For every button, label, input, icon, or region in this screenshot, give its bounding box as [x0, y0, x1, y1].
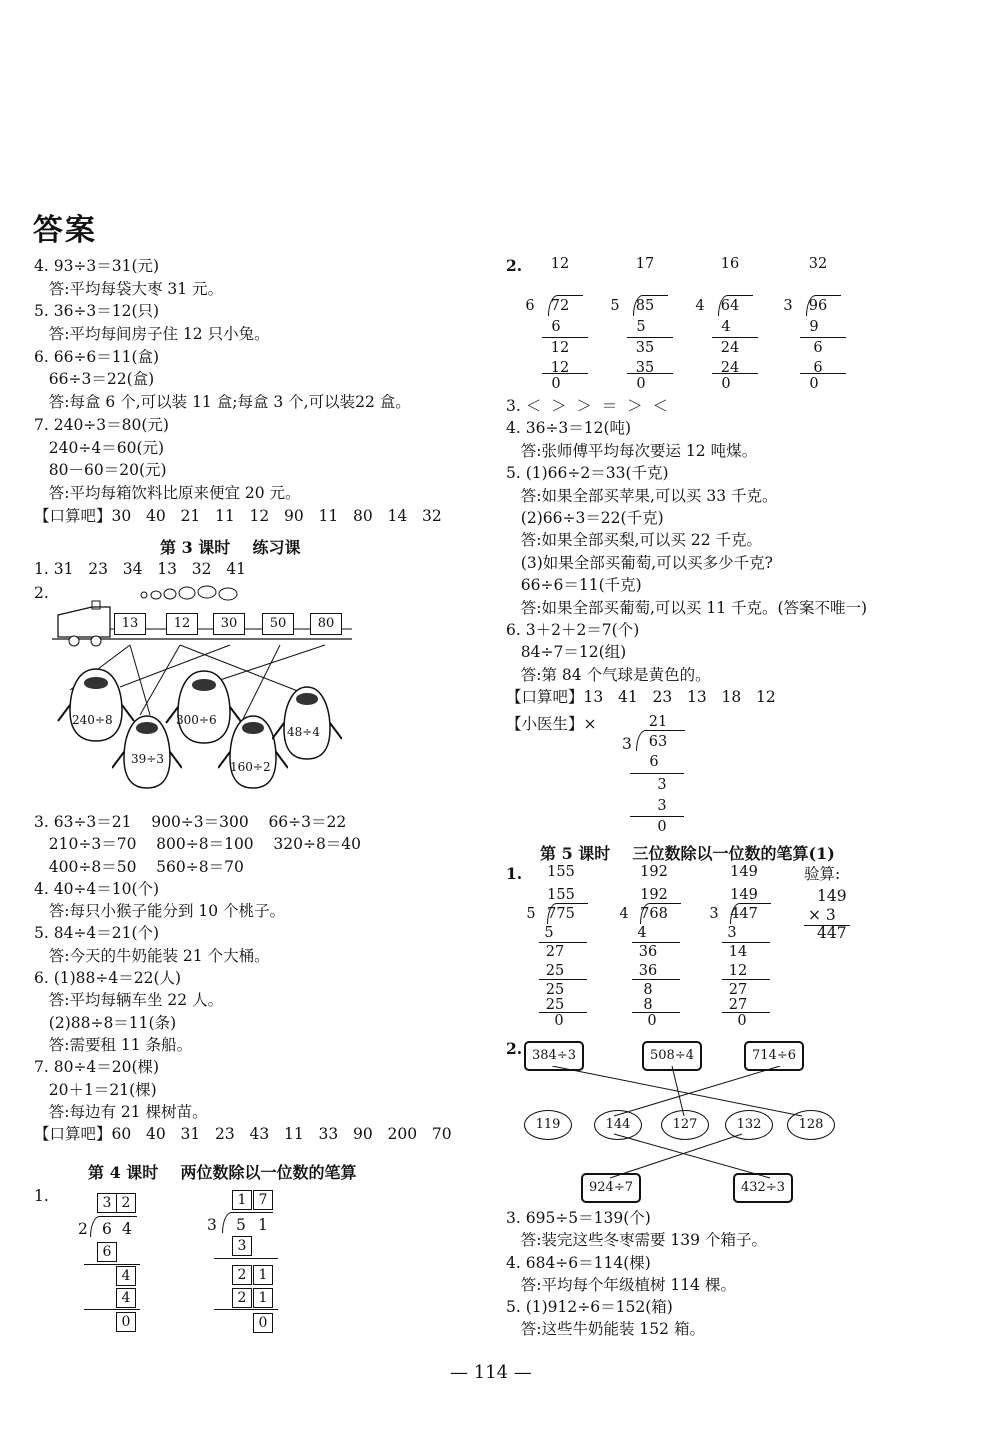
answer-line: (2)66÷3＝22(千克) — [506, 508, 664, 527]
step-value: 8 — [643, 997, 653, 1013]
quotient-digit-box: 7 — [253, 1190, 273, 1210]
answer-line: 答:如果全部买葡萄,可以买 11 千克。(答案不唯一) — [506, 598, 868, 617]
digit-box: 2 — [232, 1288, 252, 1308]
answer-line: 答:张师傅平均每次要运 12 吨煤。 — [506, 441, 758, 460]
lesson3-title: 第 3 课时 练习课 — [160, 538, 301, 557]
division-bracket — [806, 295, 841, 316]
division-line — [632, 942, 680, 943]
division-line — [800, 337, 846, 338]
dividend: 775 — [547, 906, 575, 922]
answer-line: 4. 93÷3＝31(元) — [34, 257, 160, 275]
lesson5-q1-label: 1. — [506, 864, 523, 883]
dividend-digit: 4 — [122, 1220, 132, 1238]
division-card: 508÷4 — [642, 1041, 702, 1071]
divisor: 3 — [709, 906, 719, 922]
quotient-digit-box: 3 — [97, 1193, 117, 1213]
step-value: 25 — [545, 982, 565, 998]
digit-box: 2 — [232, 1265, 252, 1285]
step-value: 27 — [728, 982, 748, 998]
answer-line: 答:装完这些冬枣需要 139 个箱子。 — [506, 1231, 767, 1250]
answer-line: 答:每盒 6 个,可以装 11 盒;每盒 3 个,可以装22 盒。 — [34, 393, 411, 412]
step-value: 0 — [721, 376, 731, 392]
answer-line: 5. (1)912÷6＝152(箱) — [506, 1298, 673, 1317]
divisor: 6 — [525, 298, 535, 314]
divisor: 4 — [695, 298, 705, 314]
divisor: 3 — [207, 1216, 217, 1234]
division-bracket — [640, 903, 681, 924]
division-line — [712, 337, 758, 338]
answer-line: 7. 80÷4＝20(棵) — [34, 1058, 160, 1077]
train-car: 80 — [310, 613, 342, 635]
answer-line: (2)88÷8＝11(条) — [34, 1013, 177, 1032]
quotient: 149 — [730, 887, 758, 903]
step-value: 0 — [647, 1013, 657, 1029]
answer-line: 4. 40÷4＝10(个) — [34, 879, 160, 898]
quotient: 21 — [648, 714, 668, 730]
division-line — [722, 942, 770, 943]
answer-line: 答:第 84 个气球是黄色的。 — [506, 665, 711, 684]
step-value: 0 — [657, 819, 667, 835]
step-value: 0 — [551, 376, 561, 392]
quotient: 17 — [635, 256, 655, 272]
penguin-label: 160÷2 — [230, 760, 271, 774]
division-bracket — [547, 903, 588, 924]
division-line — [632, 979, 680, 980]
check-label: 验算: — [804, 865, 841, 883]
step-value: 5 — [544, 925, 554, 941]
step-value: 35 — [635, 340, 655, 356]
step-value: 4 — [637, 925, 647, 941]
division-bracket — [633, 295, 668, 316]
penguin-label: 39÷3 — [131, 752, 164, 766]
step-value: 24 — [720, 340, 740, 356]
dividend-digit: 6 — [102, 1220, 112, 1238]
lesson5-q2-label: 2. — [506, 1039, 523, 1058]
answer-line: 答:平均每个年级植树 114 棵。 — [506, 1275, 736, 1294]
answer-line: 5. 84÷4＝21(个) — [34, 924, 160, 943]
step-value: 24 — [720, 360, 740, 376]
division-line — [627, 337, 673, 338]
division-line — [539, 979, 587, 980]
answer-line: 5. 36÷3＝12(只) — [34, 302, 160, 321]
right-q2-label: 2. — [506, 256, 523, 275]
division-card: 384÷3 — [524, 1041, 584, 1071]
answer-line: 80－60＝20(元) — [34, 461, 167, 480]
answer-line: (3)如果全部买葡萄,可以买多少千克? — [506, 553, 773, 572]
page-number: — 114 — — [450, 1362, 532, 1383]
answer-line: 【口算吧】13 41 23 13 18 12 — [506, 688, 776, 707]
penguin-label: 48÷4 — [287, 725, 320, 739]
quotient-digit-box: 2 — [116, 1193, 136, 1213]
answer-line: 答:平均每袋大枣 31 元。 — [34, 279, 224, 298]
step-value: 3 — [727, 925, 737, 941]
step-value: 0 — [636, 376, 646, 392]
quotient: 155 — [547, 864, 575, 880]
division-line — [632, 1012, 680, 1013]
division-line — [84, 1264, 140, 1265]
step-value: 0 — [737, 1013, 747, 1029]
answer-line: 210÷3＝70 800÷8＝100 320÷8＝40 — [34, 835, 362, 854]
digit-box: 0 — [116, 1312, 136, 1332]
doctor-label: 【小医生】× — [506, 715, 597, 733]
step-value: 4 — [721, 319, 731, 335]
answer-line: 84÷7＝12(组) — [506, 643, 627, 662]
division-line — [214, 1309, 278, 1310]
division-line — [627, 373, 673, 374]
step-value: 9 — [809, 319, 819, 335]
division-line — [722, 1012, 770, 1013]
division-line — [630, 816, 684, 817]
division-line — [722, 979, 770, 980]
quotient: 149 — [730, 864, 758, 880]
answer-line: 答:平均每箱饮料比原来便宜 20 元。 — [34, 483, 301, 502]
step-value: 3 — [657, 798, 667, 814]
division-card: 714÷6 — [744, 1041, 804, 1071]
division-line — [542, 337, 588, 338]
answer-line: 66÷3＝22(盒) — [34, 370, 155, 389]
answer-ellipse: 127 — [661, 1110, 709, 1140]
step-value: 0 — [809, 376, 819, 392]
quotient: 155 — [547, 887, 575, 903]
step-value: 27 — [545, 944, 565, 960]
dividend-digit: 5 — [236, 1216, 246, 1234]
step-value: 8 — [643, 982, 653, 998]
answer-line: 400÷8＝50 560÷8＝70 — [34, 857, 244, 876]
step-value: 25 — [545, 997, 565, 1013]
dividend: 63 — [648, 734, 668, 750]
left-answers-block-2 — [34, 811, 452, 1145]
answer-line: 【口算吧】60 40 31 23 43 11 33 90 200 70 — [34, 1125, 452, 1144]
matching-lines — [510, 1066, 850, 1216]
division-line — [84, 1309, 140, 1310]
step-value: 12 — [550, 360, 570, 376]
answer-ellipse: 119 — [524, 1110, 572, 1140]
quotient-digit-box: 1 — [232, 1190, 252, 1210]
step-value: 36 — [638, 963, 658, 979]
answer-line: 3. ＜ ＞ ＞ ＝ ＞ ＜ — [506, 397, 668, 415]
answer-line: 3. 695÷5＝139(个) — [506, 1209, 651, 1227]
digit-box: 1 — [253, 1265, 273, 1285]
answer-line: 答:需要租 11 条船。 — [34, 1035, 193, 1054]
step-value: 27 — [728, 997, 748, 1013]
answer-line: 答:每边有 21 棵树苗。 — [34, 1102, 208, 1121]
digit-box: 4 — [116, 1266, 136, 1286]
left-answers-block-1 — [34, 255, 442, 527]
answer-line: 5. (1)66÷2＝33(千克) — [506, 464, 669, 483]
dividend: 72 — [550, 298, 570, 314]
answer-line: 【口算吧】30 40 21 11 12 90 11 80 14 32 — [34, 506, 442, 525]
step-value: 6 — [813, 340, 823, 356]
dividend: 96 — [808, 298, 828, 314]
answer-ellipse: 128 — [787, 1110, 835, 1140]
division-card: 924÷7 — [581, 1173, 641, 1203]
quotient: 12 — [550, 256, 570, 272]
divisor: 3 — [622, 735, 632, 753]
divisor: 3 — [783, 298, 793, 314]
lesson5-title: 第 5 课时 三位数除以一位数的笔算(1) — [540, 844, 835, 863]
answer-line: 答:平均每间房子住 12 只小兔。 — [34, 325, 270, 344]
division-bracket — [718, 295, 753, 316]
division-line — [712, 373, 758, 374]
quotient: 192 — [640, 887, 668, 903]
quotient: 32 — [808, 256, 828, 272]
step-value: 6 — [649, 754, 659, 770]
divisor: 4 — [619, 906, 629, 922]
right-answers-block-2 — [506, 1207, 767, 1341]
answer-line: 4. 36÷3＝12(吨) — [506, 419, 632, 438]
train-car: 13 — [114, 613, 146, 635]
dividend: 64 — [720, 298, 740, 314]
answer-line: 6. 66÷6＝11(盒) — [34, 347, 160, 366]
division-line — [539, 1012, 587, 1013]
train-car: 30 — [213, 613, 245, 635]
answer-line: 答:每只小猴子能分到 10 个桃子。 — [34, 902, 286, 921]
quotient: 16 — [720, 256, 740, 272]
page-title: 答案 — [32, 213, 97, 248]
train-car: 12 — [166, 613, 198, 635]
division-bracket — [548, 295, 583, 316]
answer-line: 答:如果全部买梨,可以买 22 千克。 — [506, 531, 763, 550]
step-value: 12 — [550, 340, 570, 356]
step-value: 0 — [554, 1013, 564, 1029]
dividend: 447 — [730, 906, 758, 922]
right-answers-block-1 — [506, 395, 867, 708]
dividend-digit: 1 — [258, 1216, 268, 1234]
division-bracket — [730, 903, 771, 924]
answer-ellipse: 132 — [725, 1110, 773, 1140]
answer-line: 答:今天的牛奶能装 21 个大桶。 — [34, 946, 270, 965]
answer-line: 6. (1)88÷4＝22(人) — [34, 969, 182, 988]
step-value: 14 — [728, 944, 748, 960]
answer-line: 240÷4＝60(元) — [34, 438, 165, 457]
step-value: 3 — [657, 777, 667, 793]
digit-box: 6 — [97, 1242, 117, 1262]
dividend: 768 — [640, 906, 668, 922]
step-value: 36 — [638, 944, 658, 960]
digit-box: 0 — [253, 1313, 273, 1333]
step-value: 6 — [813, 360, 823, 376]
step-value: 35 — [635, 360, 655, 376]
answer-line: 3. 63÷3＝21 900÷3＝300 66÷3＝22 — [34, 813, 347, 831]
check-value: × 3 — [808, 906, 836, 924]
division-line — [800, 373, 846, 374]
step-value: 5 — [636, 319, 646, 335]
penguin-icon — [272, 683, 342, 763]
divisor: 2 — [78, 1220, 88, 1238]
check-value: 447 — [817, 924, 847, 942]
division-line — [539, 942, 587, 943]
division-card: 432÷3 — [733, 1173, 793, 1203]
step-value: 25 — [545, 963, 565, 979]
answer-ellipse: 144 — [594, 1110, 642, 1140]
answer-line: 20＋1＝21(棵) — [34, 1080, 157, 1099]
division-line — [542, 373, 588, 374]
answer-line: 答:平均每辆车坐 22 人。 — [34, 991, 224, 1010]
lesson3-q1: 1. 31 23 34 13 32 41 — [34, 560, 246, 578]
answer-line: 4. 684÷6＝114(棵) — [506, 1253, 651, 1272]
check-value: 149 — [817, 887, 847, 905]
digit-box: 3 — [232, 1236, 252, 1256]
divisor: 5 — [610, 298, 620, 314]
dividend: 85 — [635, 298, 655, 314]
step-value: 6 — [551, 319, 561, 335]
answer-line: 7. 240÷3＝80(元) — [34, 415, 169, 434]
answer-line: 66÷6＝11(千克) — [506, 576, 642, 595]
divisor: 5 — [526, 906, 536, 922]
answer-line: 答:如果全部买苹果,可以买 33 千克。 — [506, 486, 778, 505]
step-value: 12 — [728, 963, 748, 979]
division-line — [214, 1258, 278, 1259]
train-car: 50 — [262, 613, 294, 635]
answer-line: 6. 3＋2＋2＝7(个) — [506, 620, 640, 639]
lesson4-title: 第 4 课时 两位数除以一位数的笔算 — [88, 1163, 357, 1182]
lesson3-q2-label: 2. — [34, 584, 49, 602]
penguin-label: 300÷6 — [176, 713, 217, 727]
penguin-label: 240÷8 — [72, 713, 113, 727]
answer-line: 答:这些牛奶能装 152 箱。 — [506, 1320, 705, 1339]
lesson4-q1-label: 1. — [34, 1187, 49, 1205]
digit-box: 1 — [253, 1288, 273, 1308]
quotient: 192 — [640, 864, 668, 880]
digit-box: 4 — [116, 1288, 136, 1308]
division-line — [630, 773, 684, 774]
